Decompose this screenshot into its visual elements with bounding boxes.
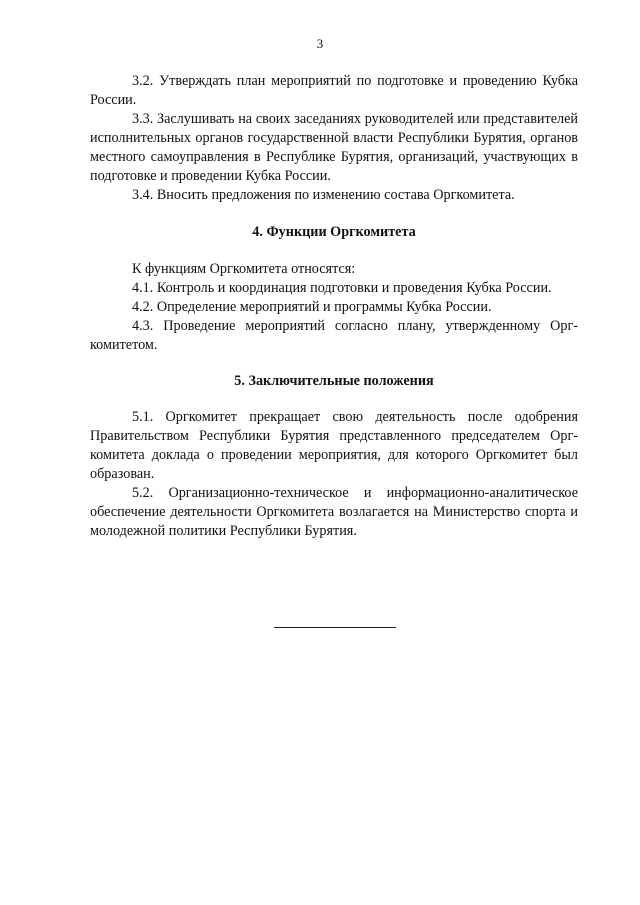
clause-3-3: 3.3. Заслушивать на своих заседаниях руководителей или представителей исполнительных органов государственной власти Республики Бурятия, органов местного самоуправления в Республике Бурятия, организаций, участвующих в подготовке и проведении Кубка России. — [90, 111, 578, 184]
document-body — [90, 72, 578, 541]
clause-3-4: 3.4. Вносить предложения по изменению состава Оргкомитета. — [132, 187, 515, 203]
clause-5-1: 5.1. Оргкомитет прекращает свою деятельность после одобрения Правительством Республики Бурятия представленного председателем Оргкомитета доклада о проведении мероприятия, для которого Оргкомитет был образован. — [90, 409, 578, 482]
clause-4-1: 4.1. Контроль и координация подготовки и проведения Кубка России. — [132, 280, 552, 296]
clause-4-2: 4.2. Определение мероприятий и программы Кубка России. — [132, 299, 492, 315]
section-4-heading: 4. Функции Оргкомитета — [252, 224, 416, 240]
section-5-heading: 5. Заключительные положения — [234, 373, 434, 389]
end-separator-line — [274, 627, 396, 628]
clause-4-3: 4.3. Проведение мероприятий согласно плану, утвержденному Оргкомитетом. — [90, 318, 578, 353]
section-4-intro: К функциям Оргкомитета относятся: — [132, 261, 356, 277]
clause-3-2: 3.2. Утверждать план мероприятий по подготовке и проведению Кубка России. — [90, 73, 578, 108]
page-number: 3 — [316, 36, 324, 51]
clause-5-2: 5.2. Организационно-техническое и информационно-аналитическое обеспечение деятельности Оргкомитета возлагается на Министерство спорта и молодежной политики Республики Бурятия. — [90, 485, 578, 539]
